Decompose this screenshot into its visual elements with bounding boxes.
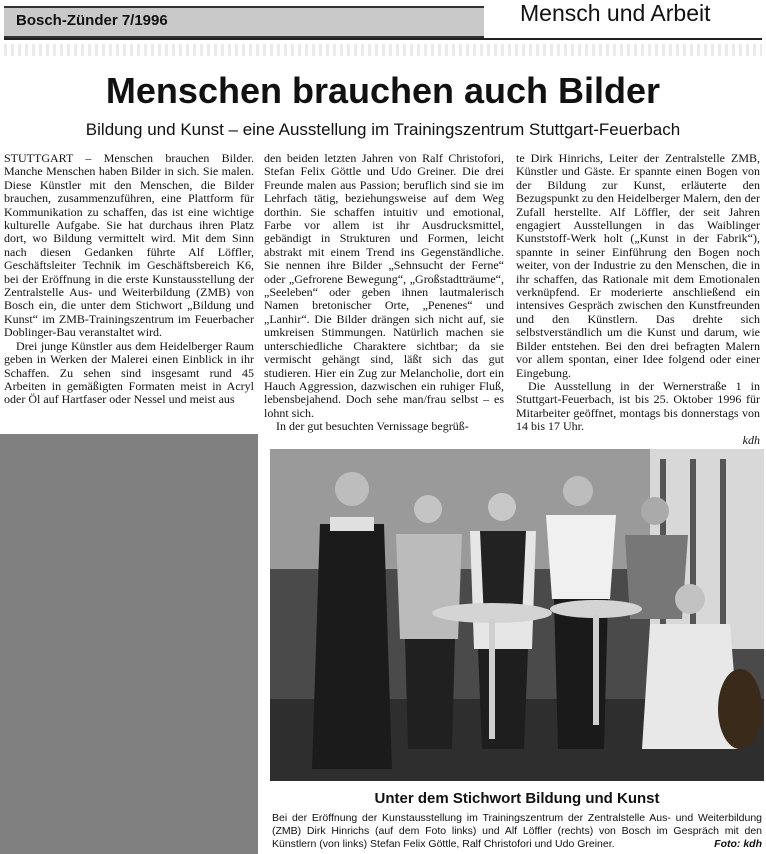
section-title: Mensch und Arbeit — [520, 0, 711, 26]
scan-artifact-strip — [4, 44, 762, 56]
paragraph: Die Ausstellung in der Wernerstraße 1 in Stuttgart-Feuerbach, ist bis 25. Oktober 1996 für Mitarbeiter geöffnet, montags bis donnerstags von 14 bis 17 Uhr. — [516, 378, 760, 434]
paragraph: Drei junge Künstler aus dem Heidelberger Raum geben in Werken der Malerei einen Einblick in ihr Schaffen. Zu sehen sind insgesamt rund 45 Arbeiten in gemäßigten Formaten meist in Acryl oder Öl auf Hartfaser oder Nessel und meist aus — [4, 338, 254, 407]
article-column-3 — [516, 152, 760, 447]
publication-source: Bosch-Zünder 7/1996 — [16, 12, 168, 29]
paragraph: In der gut besuchten Vernissage begrüß- — [276, 419, 469, 434]
article-headline: Menschen brauchen auch Bilder — [105, 70, 661, 111]
gray-placeholder-block — [0, 434, 258, 854]
event-photo — [270, 449, 764, 781]
header-bar — [4, 6, 484, 38]
photo-caption — [272, 812, 762, 851]
paragraph: te Dirk Hinrichs, Leiter der Zentralstelle ZMB, Künstler und Gäste. Er spannte einen Bogen von der Bildung zur Kunst, erläuterte den Bezugspunkt zu den Heidelberger Malern, den der Zufall herstellte. Alf Löffler, der seit Jahren engagiert Ausstellungen in das Waiblinger Kunststoff-Werk holt („Kunst in der Fabrik“), spannte in seiner Einführung den Bogen noch weiter, von der Industrie zu den Menschen, die in ihr schaffen, das Rationale mit dem Emotionalen verknüpfend. Er moderierte anschließend ein intensives Gespräch zwischen den Kunstfreunden und den Künstlern. Das drehte sich selbstverständlich um die Kunst und darum, wie Bilder entstehen. Bei den drei befragten Malern vor allem spontan, einer Idee folgend oder einer Eingebung. — [516, 151, 760, 380]
paragraph: den beiden letzten Jahren von Ralf Christofori, Stefan Felix Göttle und Udo Greiner. Die drei Freunde malen aus Passion; beruflich sind sie im Lehrfach tätig, beziehungsweise auf dem Weg dorthin. Sie schaffen intuitiv und emotional, Farbe vor allem ist ihr Ausdrucksmittel, gebändigt in Strukturen und Formen, leicht abstrakt mit einem Trend ins Gegenständliche. Sie nennen ihre Bilder „Sehnsucht der Ferne“ oder „Gefrorene Bewegung“, „Großstadtträume“, „Seeleben“ oder geben ihnen lautmalerisch Namen bretonischer Orte, „Penenes“ und „Lanhir“. Die Bilder drängen sich nicht auf, sie umkreisen Stimmungen. Natürlich machen sie unterschiedliche Charaktere sichtbar; da sie vermischt gehängt sind, läßt sich das gut studieren. Hier ein Zug zur Melancholie, dort ein Hauch Aggression, dazwischen ein ruhiger Fluß, lebensbejahend. Doch sehe man/frau selbst – es lohnt sich. — [264, 151, 504, 420]
paragraph: STUTTGART – Menschen brauchen Bilder. Manche Menschen haben Bilder in sich. Sie malen. Diese Künstler mit den Menschen, die Bilder brauchen, zusammenzuführen, eine Plattform für Kommunikation zu schaffen, das ist eine wichtige kulturelle Aufgabe. Sie hat durchaus ihren Platz dort, wo Bildung vermittelt wird. Mit dem Sinn nach diesen Gedanken führte Alf Löffler, Geschäftsleiter Technik im Geschäftsbereich K6, bei der Eröffnung in die erste Kunstausstellung der Zentralstelle Aus- und Weiterbildung (ZMB) von Bosch ein, die unter dem Stichwort „Bildung und Kunst“ im ZMB-Trainingszentrum im Feuerbacher Doblinger-Bau veranstaltet wird. — [4, 151, 254, 340]
author-signoff: kdh — [742, 432, 760, 447]
article-column-1 — [4, 152, 254, 407]
article-subheadline: Bildung und Kunst – eine Ausstellung im Trainingszentrum Stuttgart-Feuerbach — [85, 120, 681, 139]
photo-caption-body: Bei der Eröffnung der Kunstausstellung im Trainingszentrum der Zentralstelle Aus- und Weiterbildung (ZMB) Dirk Hinrichs (auf dem Foto links) und Alf Löffler (rechts) von Bosch im Gespräch mit den Künstlern (von links) Stefan Felix Göttle, Ralf Christofori und Udo Greiner. — [272, 812, 762, 850]
photo-caption-title: Unter dem Stichwort Bildung und Kunst — [374, 790, 660, 807]
article-column-2 — [264, 152, 504, 434]
photo-credit: Foto: kdh — [714, 838, 762, 850]
header-rule — [4, 38, 762, 40]
photo-illustration — [270, 449, 764, 781]
